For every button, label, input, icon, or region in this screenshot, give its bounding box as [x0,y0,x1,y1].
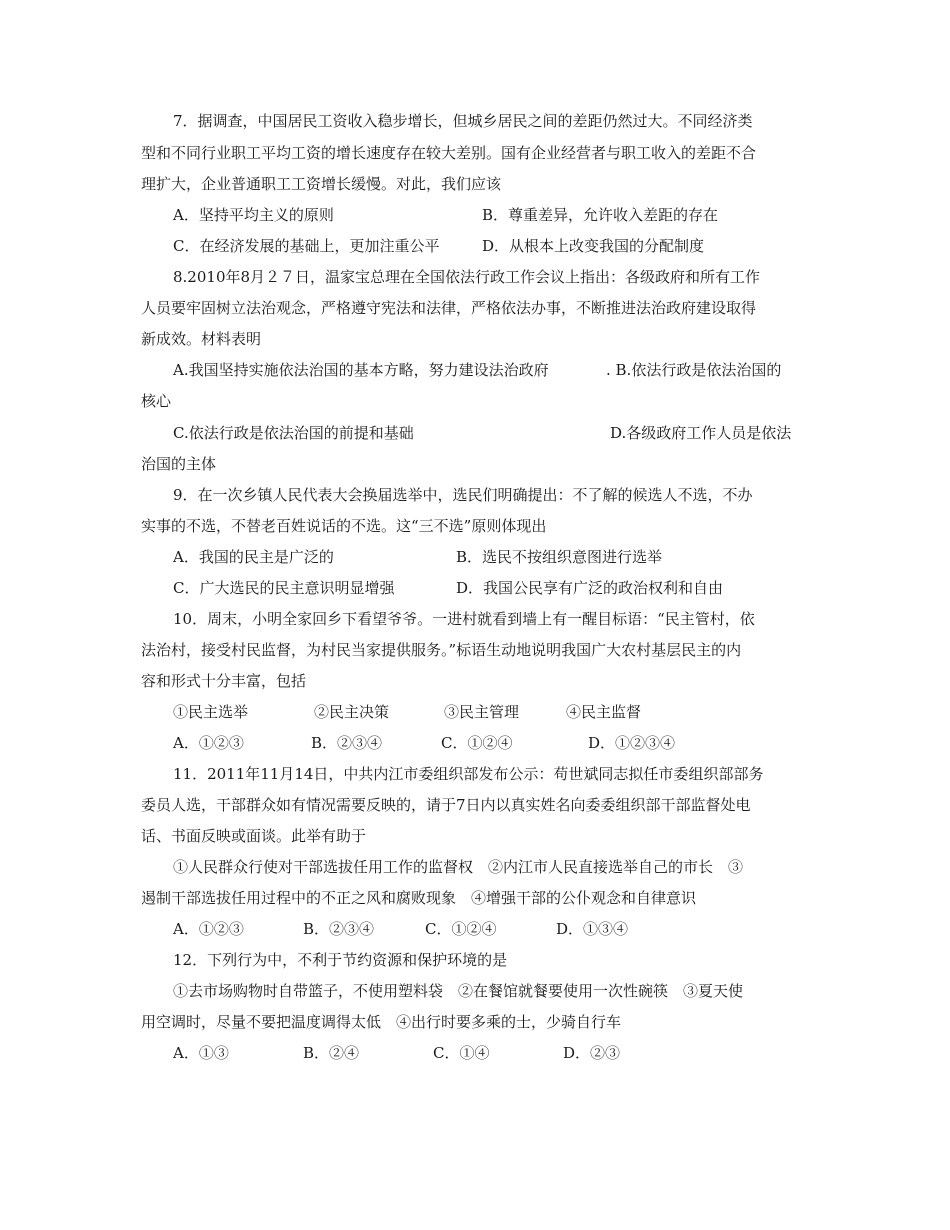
q8-option-d: D.各级政府工作人员是依法 [610,424,792,442]
q11-option-a: A．①②③ [173,920,244,938]
q8-option-b: . B.依法行政是依法治国的 [606,361,782,379]
q10-option-a: A．①②③ [173,734,244,752]
q11-option-b: B．②③④ [303,920,375,938]
q11-line-3: 话、书面反映或面谈。此举有助于 [141,827,367,845]
q9-option-c: C．广大选民的民主意识明显增强 [173,579,395,597]
q10-item-2: ②民主决策 [314,703,390,721]
q12-option-c: C．①④ [433,1044,490,1062]
q12-items-line-1: ①去市场购物时自带篮子，不使用塑料袋 ②在餐馆就餐要使用一次性碗筷 ③夏天使 [173,982,744,1000]
q12-option-b: B．②④ [303,1044,360,1062]
q9-option-a: A．我国的民主是广泛的 [173,548,334,566]
q9-option-b: B．选民不按组织意图进行选举 [456,548,663,566]
q7-line-1: 7．据调查，中国居民工资收入稳步增长，但城乡居民之间的差距仍然过大。不同经济类 [173,112,753,130]
q12-items-line-2: 用空调时，尽量不要把温度调得太低 ④出行时要多乘的士，少骑自行车 [141,1013,622,1031]
q10-item-4: ④民主监督 [566,703,642,721]
q12-line-1: 12．下列行为中，不利于节约资源和保护环境的是 [173,951,508,969]
q10-line-1: 10．周末，小明全家回乡下看望爷爷。一进村就看到墙上有一醒目标语：“民主管村，依 [173,610,755,628]
q10-option-c: C．①②④ [441,734,513,752]
q8-line-1: 8.2010年8月２７日，温家宝总理在全国依法行政工作会议上指出：各级政府和所有工作 [173,268,761,286]
q7-option-a: A．坚持平均主义的原则 [173,206,334,224]
q11-option-c: C．①②④ [425,920,497,938]
q11-line-2: 委员人选，干部群众如有情况需要反映的，请于7日内以真实姓名向委委组织部干部监督处电 [141,796,751,814]
q10-item-3: ③民主管理 [444,703,520,721]
q10-line-3: 容和形式十分丰富，包括 [141,672,307,690]
q8-option-a: A.我国坚持实施依法治国的基本方略，努力建设法治政府 [173,361,549,379]
q11-option-d: D．①③④ [556,920,629,938]
q8-line-2: 人员要牢固树立法治观念，严格遵守宪法和法律，严格依法办事，不断推进法治政府建设取得 [141,299,757,317]
q10-option-b: B．②③④ [311,734,383,752]
q7-option-b: B．尊重差异，允许收入差距的存在 [482,206,719,224]
q7-option-d: D．从根本上改变我国的分配制度 [482,237,705,255]
q7-option-c: C．在经济发展的基础上，更加注重公平 [173,237,440,255]
q10-option-d: D．①②③④ [588,734,676,752]
q10-line-2: 法治村，接受村民监督，为村民当家提供服务。”标语生动地说明我国广大农村基层民主的内 [141,641,742,659]
q9-option-d: D．我国公民享有广泛的政治权利和自由 [456,579,724,597]
q11-items-line-2: 遏制干部选拔任用过程中的不正之风和腐败现象 ④增强干部的公仆观念和自律意识 [141,889,697,907]
q8-option-c: C.依法行政是依法治国的前提和基础 [173,424,414,442]
q12-option-d: D．②③ [563,1044,621,1062]
q9-line-2: 实事的不选，不替老百姓说话的不选。这“三不选”原则体现出 [141,517,547,535]
q9-line-1: 9．在一次乡镇人民代表大会换届选举中，选民们明确提出：不了解的候选人不选，不办 [173,486,753,504]
q7-line-3: 理扩大，企业普通职工工资增长缓慢。对此，我们应该 [141,175,502,193]
q8-option-d-cont: 治国的主体 [141,455,217,473]
q10-item-1: ①民主选举 [173,703,249,721]
q11-line-1: 11．2011年11月14日，中共内江市委组织部发布公示：苟世斌同志拟任市委组织部部务 [173,765,764,783]
q7-line-2: 型和不同行业职工平均工资的增长速度存在较大差别。国有企业经营者与职工收入的差距不合 [141,144,757,162]
q11-items-line-1: ①人民群众行使对干部选拔任用工作的监督权 ②内江市人民直接选举自己的市长 ③ [173,858,744,876]
q12-option-a: A．①③ [173,1044,229,1062]
q8-option-b-cont: 核心 [141,392,172,410]
q8-line-3: 新成效。材料表明 [141,330,262,348]
